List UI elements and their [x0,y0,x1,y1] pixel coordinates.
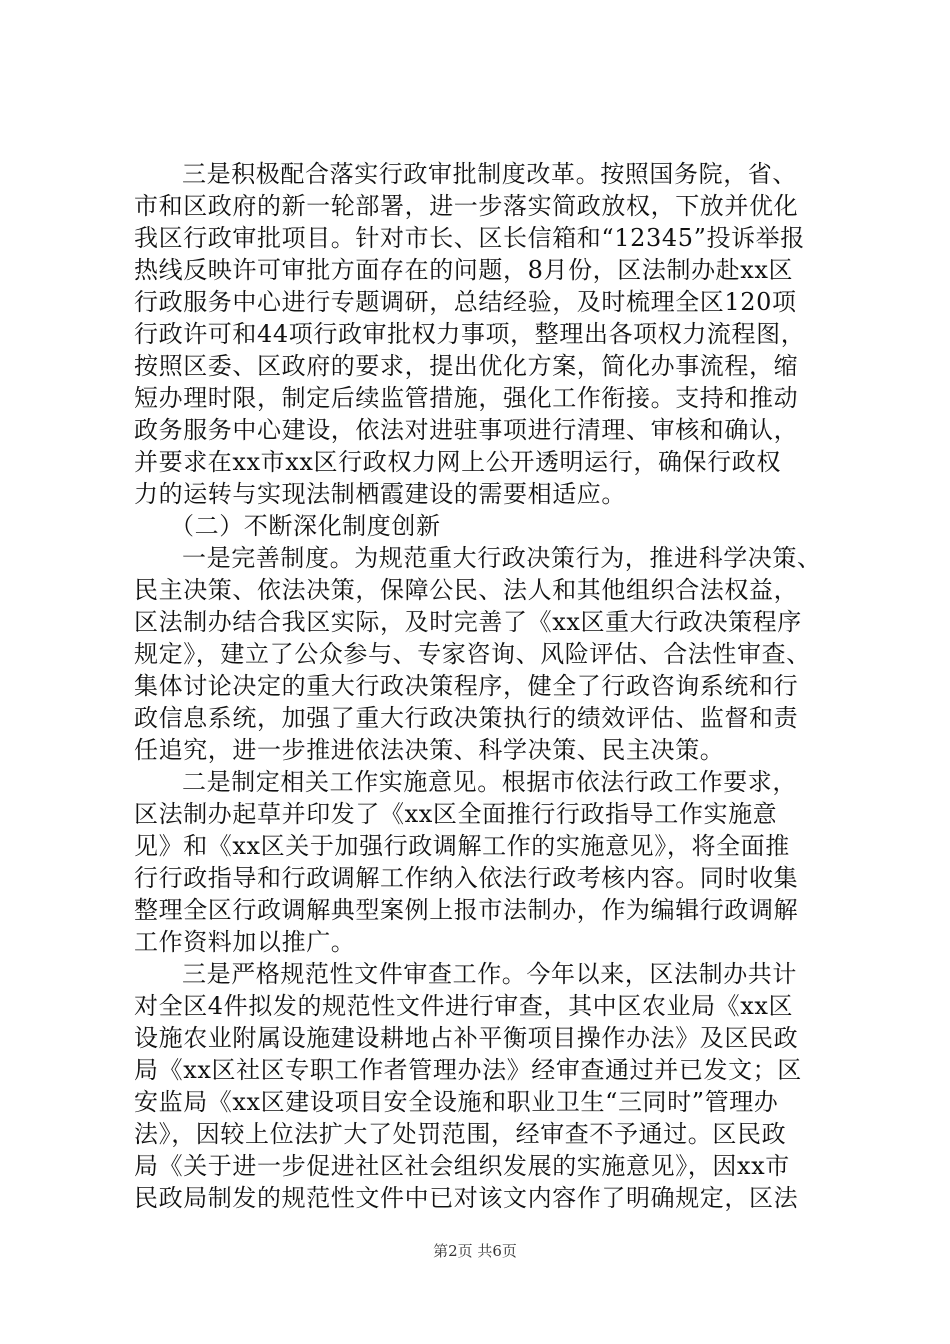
text-line: 按照区委、区政府的要求，提出优化方案，简化办事流程，缩 [134,352,799,380]
text-line: 工作资料加以推广。 [134,928,356,956]
text-line: 民政局制发的规范性文件中已对该文内容作了明确规定，区法 [134,1184,799,1212]
section-heading: （二）不断深化制度创新 [170,512,441,540]
text-line: 并要求在xx市xx区行政权力网上公开透明运行，确保行政权 [134,448,781,476]
text-line: 区法制办结合我区实际，及时完善了《xx区重大行政决策程序 [134,608,802,636]
text-line: 热线反映许可审批方面存在的问题，8月份，区法制办赴xx区 [134,256,794,284]
page-number: 第2页 共6页 [433,1242,517,1260]
text-line: 区法制办起草并印发了《xx区全面推行行政指导工作实施意 [134,800,778,828]
text-line: 我区行政审批项目。针对市长、区长信箱和“12345”投诉举报 [134,224,805,252]
text-line: 局《xx区社区专职工作者管理办法》经审查通过并已发文；区 [134,1056,802,1084]
text-line: 行政许可和44项行政审批权力事项，整理出各项权力流程图， [134,320,806,348]
text-line: 安监局《xx区建设项目安全设施和职业卫生“三同时”管理办 [134,1088,779,1116]
text-line: 市和区政府的新一轮部署，进一步落实简政放权，下放并优化 [134,192,799,220]
text-line: 力的运转与实现法制栖霞建设的需要相适应。 [134,480,626,508]
text-line: 局《关于进一步促进社区社会组织发展的实施意见》，因xx市 [134,1152,790,1180]
text-line: 见》和《xx区关于加强行政调解工作的实施意见》，将全面推 [134,832,790,860]
text-line: 对全区4件拟发的规范性文件进行审查，其中区农业局《xx区 [134,992,794,1020]
text-line: 集体讨论决定的重大行政决策程序，健全了行政咨询系统和行 [134,672,799,700]
text-line: 行行政指导和行政调解工作纳入依法行政考核内容。同时收集 [134,864,799,892]
text-line: 一是完善制度。为规范重大行政决策行为，推进科学决策、 [182,544,822,572]
text-line: 政务服务中心建设，依法对进驻事项进行清理、审核和确认， [134,416,799,444]
text-line: 设施农业附属设施建设耕地占补平衡项目操作办法》及区民政 [134,1024,799,1052]
text-line: 政信息系统，加强了重大行政决策执行的绩效评估、监督和责 [134,704,799,732]
text-line: 短办理时限，制定后续监管措施，强化工作衔接。支持和推动 [134,384,799,412]
text-line: 三是严格规范性文件审查工作。今年以来，区法制办共计 [182,960,797,988]
text-line: 法》，因较上位法扩大了处罚范围，经审查不予通过。区民政 [134,1120,787,1148]
text-line: 规定》，建立了公众参与、专家咨询、风险评估、合法性审查、 [134,640,811,668]
text-line: 整理全区行政调解典型案例上报市法制办，作为编辑行政调解 [134,896,799,924]
text-line: 二是制定相关工作实施意见。根据市依法行政工作要求， [182,768,797,796]
text-line: 行政服务中心进行专题调研，总结经验，及时梳理全区120项 [134,288,797,316]
text-line: 三是积极配合落实行政审批制度改革。按照国务院，省、 [182,160,797,188]
text-line: 任追究，进一步推进依法决策、科学决策、民主决策。 [134,736,725,764]
text-line: 民主决策、依法决策，保障公民、法人和其他组织合法权益， [134,576,799,604]
